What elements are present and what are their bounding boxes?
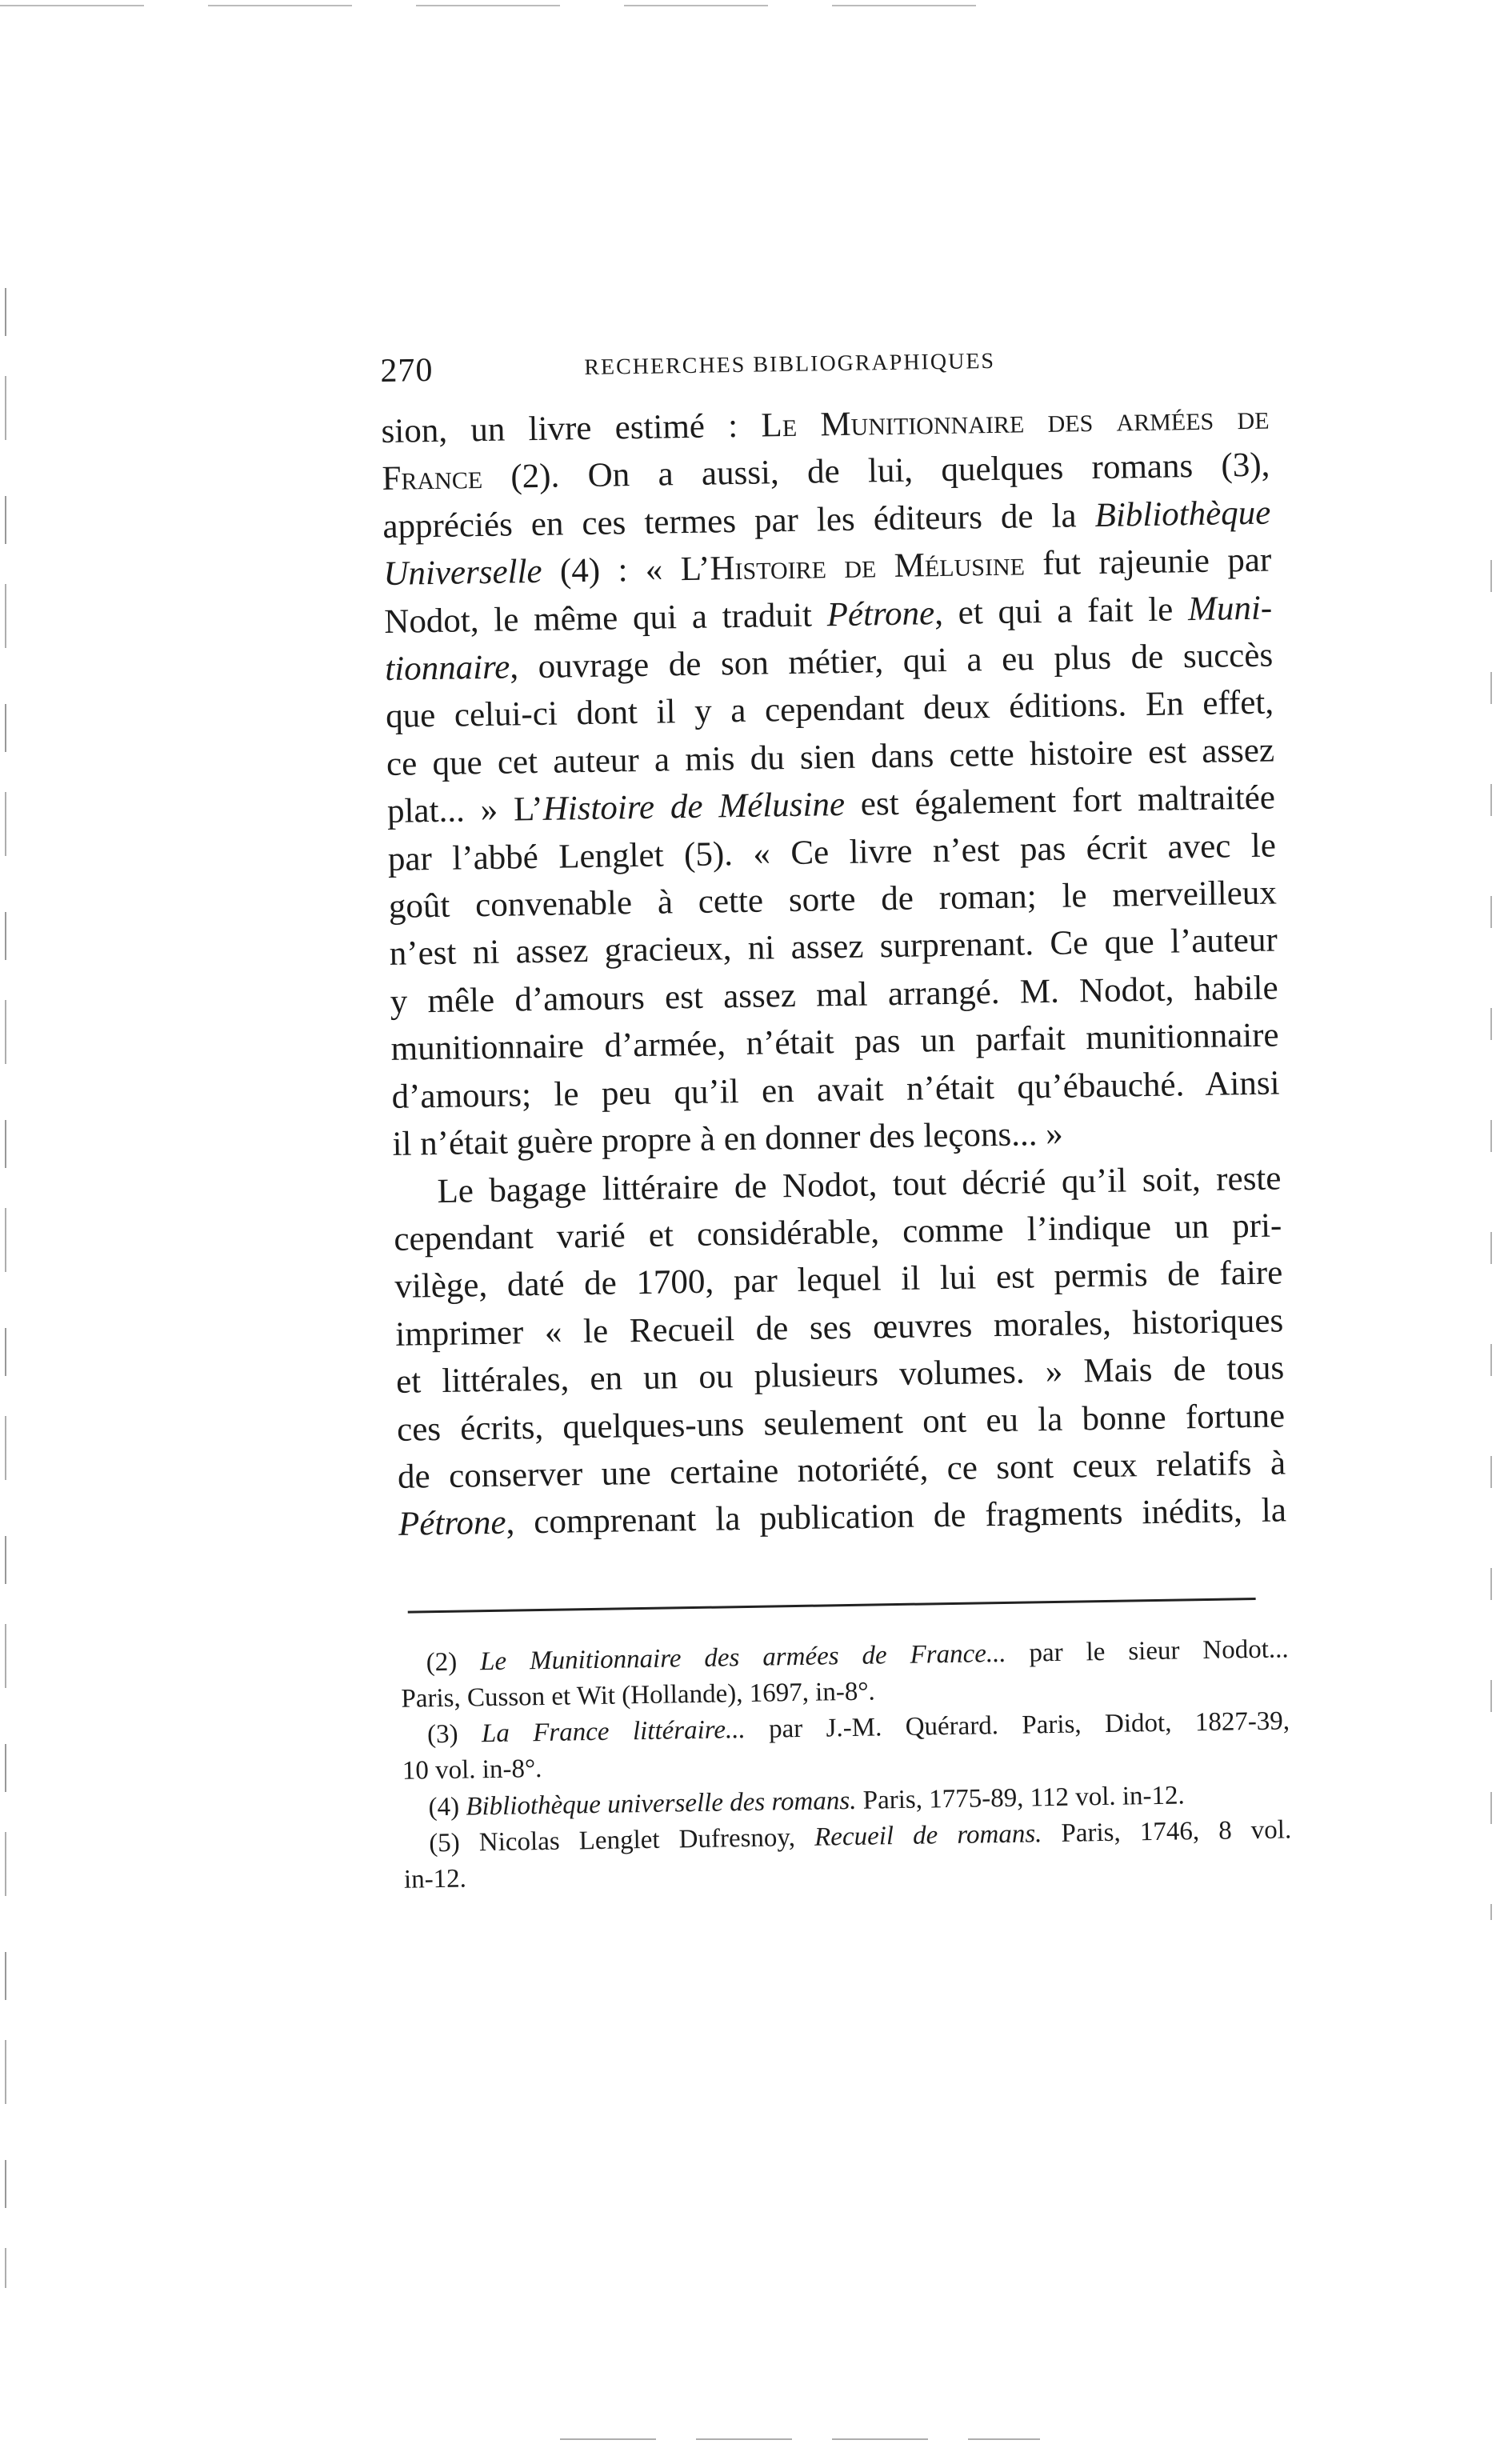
text-line: et littérales, en un ou plusieurs volumes. » Mais de tous: [395, 1349, 1285, 1401]
text-line: France (2). On a aussi, de lui, quelques romans (3),: [382, 446, 1270, 498]
text-line: tionnaire, ouvrage de son métier, qui a eu plus de succès: [384, 636, 1274, 688]
text-line: Pétrone, comprenant la publication de fragments inédits, la: [398, 1491, 1287, 1544]
text-line: munitionnaire d’armée, n’était pas un parfait munitionnaire: [390, 1016, 1279, 1069]
scan-edge-bottom: [560, 2438, 1040, 2440]
scan-edge-right: [1490, 560, 1492, 1920]
text-line: sion, un livre estimé : Le Munitionnaire des armées de: [381, 398, 1270, 450]
footnote-rule: [408, 1598, 1256, 1614]
italic-title: Universelle: [382, 553, 542, 594]
scan-edge-top: [0, 5, 1040, 6]
text-line: n’est ni assez gracieux, ni assez surprenant. Ce que l’auteur: [389, 921, 1278, 974]
text-line: Universelle (4) : « L’Histoire de Mélusine fut rajeunie par: [382, 541, 1272, 594]
page-number: 270: [380, 351, 434, 390]
text-line: y mêle d’amours est assez mal arrangé. M. Nodot, habile: [390, 969, 1278, 1021]
book-title-smallcaps: France: [382, 458, 483, 498]
footnotes: [400, 1631, 1292, 1898]
text-line: Nodot, le même qui a traduit Pétrone, et qui a fait le Muni-: [383, 589, 1273, 641]
footnote-3: (3) La France littéraire... par J.-M. Quérard. Paris, Didot, 1827-39,: [426, 1706, 1290, 1750]
book-title-smallcaps: Le Munitionnaire des armées de: [761, 398, 1270, 445]
italic-title: La France littéraire...: [481, 1715, 746, 1749]
footnote-4: (4) Bibliothèque universelle des romans. Paris, 1775-89, 112 vol. in-12.: [428, 1780, 1186, 1822]
footnote-2: (2) Le Munitionnaire des armées de France... par le sieur Nodot...: [426, 1634, 1289, 1678]
footnote-2-cont: Paris, Cusson et Wit (Hollande), 1697, in-8°.: [401, 1677, 876, 1714]
text-line: goût convenable à cette sorte de roman; le merveilleux: [388, 874, 1278, 926]
italic-title: Recueil de romans.: [814, 1819, 1042, 1852]
italic-title: Muni-: [1187, 589, 1273, 628]
text-line: ces écrits, quelques-uns seulement ont eu la bonne fortune: [396, 1396, 1286, 1449]
text-line: d’amours; le peu qu’il en avait n’était qu’ébauché. Ainsi: [391, 1064, 1280, 1116]
text-line: cependant varié et considérable, comme l’indique un pri-: [394, 1206, 1282, 1258]
book-title-smallcaps: Histoire de Mélusine: [710, 545, 1026, 588]
footnote-3-cont: 10 vol. in-8°.: [402, 1754, 542, 1786]
scan-edge-left: [5, 288, 6, 2288]
text-line: imprimer « le Recueil de ses œuvres morales, historiques: [394, 1302, 1284, 1354]
italic-title: Pétrone: [398, 1504, 506, 1544]
text-line: plat... » L’Histoire de Mélusine est également fort maltraitée: [386, 778, 1276, 831]
text-line: appréciés en ces termes par les éditeurs de la Bibliothèque: [382, 494, 1271, 546]
text-line: Le bagage littéraire de Nodot, tout décrié qu’il soit, reste: [437, 1158, 1282, 1210]
text-line: que celui-ci dont il y a cependant deux éditions. En effet,: [385, 683, 1274, 736]
italic-title: Histoire de Mélusine: [542, 786, 846, 829]
book-page: [380, 338, 1292, 1898]
footnote-5: (5) Nicolas Lenglet Dufresnoy, Recueil de romans. Paris, 1746, 8 vol.: [429, 1815, 1292, 1858]
text-line: de conserver une certaine notoriété, ce sont ceux relatifs à: [397, 1444, 1286, 1496]
text-line: vilège, daté de 1700, par lequel il lui est permis de faire: [394, 1254, 1283, 1306]
footnote-5-cont: in-12.: [403, 1864, 467, 1894]
italic-title: Bibliothèque: [1094, 494, 1271, 534]
text-line: il n’était guère propre à en donner des leçons... »: [392, 1114, 1064, 1163]
body-text: [381, 394, 1286, 1549]
text-line: ce que cet auteur a mis du sien dans cette histoire est assez: [386, 731, 1275, 783]
italic-title: Bibliothèque universelle des romans.: [466, 1786, 857, 1822]
running-title: RECHERCHES BIBLIOGRAPHIQUES: [584, 348, 996, 380]
text-line: par l’abbé Lenglet (5). « Ce livre n’est pas écrit avec le: [387, 826, 1277, 878]
italic-title: tionnaire: [384, 648, 510, 688]
italic-title: Pétrone: [826, 594, 935, 634]
italic-title: Le Munitionnaire des armées de France...: [479, 1638, 1006, 1676]
